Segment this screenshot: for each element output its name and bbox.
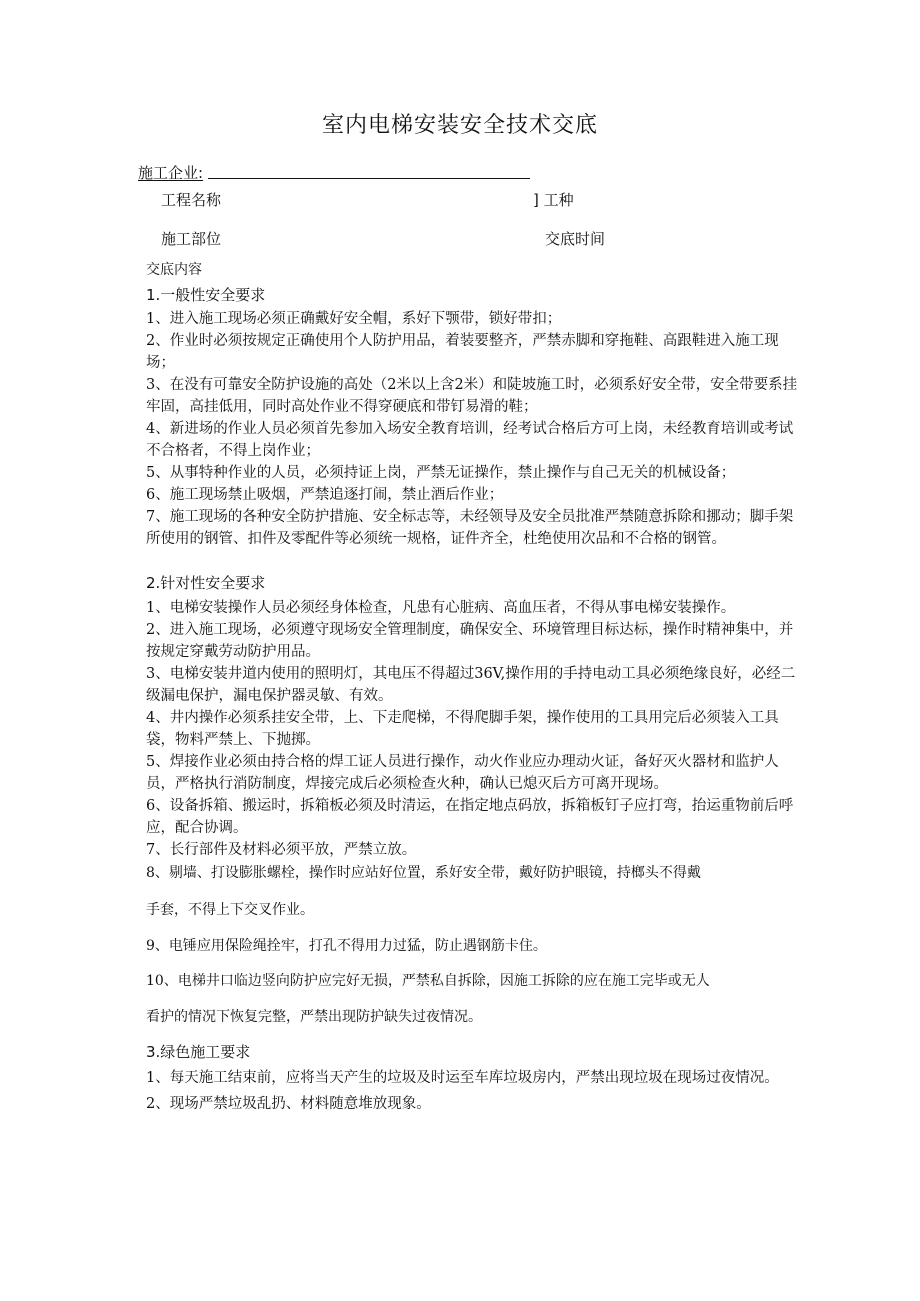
list-item-continuation: 看护的情况下恢复完整，严禁出现防护缺失过夜情况。: [146, 1009, 482, 1025]
list-item: 3、在没有可靠安全防护设施的高处（2米以上含2米）和陡坡施工时，必须系好安全带，安全带要系挂牢固，高挂低用，同时高处作业不得穿硬底和带钉易滑的鞋；: [146, 377, 798, 415]
list-item: 5、焊接作业必须由持合格的焊工证人员进行操作，动火作业应办理动火证，备好灭火器材和监护人员，严格执行消防制度，焊接完成后必须检查火种，确认已熄灭后方可离开现场。: [146, 754, 779, 792]
company-label: 施工企业:: [138, 164, 204, 182]
trade-label: ] 工种: [533, 191, 574, 209]
company-fill-line: [208, 178, 530, 179]
list-item: 9、电锤应用保险绳拴牢，打孔不得用力过猛，防止遇钢筋卡住。: [146, 938, 547, 954]
section-heading: 3.绿色施工要求: [146, 1043, 251, 1061]
list-item: 6、设备拆箱、搬运时，拆箱板必须及时清运，在指定地点码放，拆箱板钉子应打弯，抬运重物前后呼应，配合协调。: [146, 798, 794, 836]
list-item: 6、施工现场禁止吸烟，严禁追逐打闹，禁止酒后作业；: [146, 487, 504, 503]
list-item: 5、从事特种作业的人员，必须持证上岗，严禁无证操作，禁止操作与自己无关的机械设备；: [146, 465, 736, 481]
list-item: 2、现场严禁垃圾乱扔、材料随意堆放现象。: [146, 1096, 431, 1112]
section-heading: 2.针对性安全要求: [146, 574, 266, 592]
project-name-label: 工程名称: [161, 191, 222, 209]
time-label: 交底时间: [545, 230, 606, 248]
list-item: 1、电梯安装操作人员必须经身体检查，凡患有心脏病、高血压者，不得从事电梯安装操作。: [146, 600, 736, 616]
list-item-continuation: 手套，不得上下交叉作业。: [146, 902, 314, 918]
document-title: 室内电梯安装安全技术交底: [321, 113, 598, 138]
section-heading: 1.一般性安全要求: [146, 286, 266, 304]
content-label: 交底内容: [146, 262, 202, 278]
list-item: 1、每天施工结束前，应将当天产生的垃圾及时运至车库垃圾房内，严禁出现垃圾在现场过夜情况。: [146, 1070, 779, 1086]
section-body: [146, 597, 806, 861]
list-item: 10、电梯井口临边竖向防护应完好无损，严禁私自拆除，因施工拆除的应在施工完毕或无人: [146, 973, 710, 989]
section-body: [146, 308, 806, 550]
list-item: 3、电梯安装井道内使用的照明灯，其电压不得超过36V,操作用的手持电动工具必须绝缘良好，必经二级漏电保护，漏电保护器灵敏、有效。: [146, 666, 796, 704]
section-body: [146, 1067, 806, 1115]
list-item: 4、井内操作必须系挂安全带，上、下走爬梯，不得爬脚手架，操作使用的工具用完后必须装入工具袋，物料严禁上、下抛掷。: [146, 710, 779, 748]
list-item: 2、进入施工现场，必须遵守现场安全管理制度，确保安全、环境管理目标达标，操作时精神集中，并按规定穿戴劳动防护用品。: [146, 622, 794, 660]
list-item: 2、作业时必须按规定正确使用个人防护用品，着装要整齐，严禁赤脚和穿拖鞋、高跟鞋进入施工现场；: [146, 333, 779, 371]
list-item: 8、剔墙、打设膨胀螺栓，操作时应站好位置，系好安全带，戴好防护眼镜，持榔头不得戴: [146, 865, 701, 881]
list-item: 7、长行部件及材料必须平放，严禁立放。: [146, 842, 417, 858]
list-item: 4、新进场的作业人员必须首先参加入场安全教育培训，经考试合格后方可上岗，未经教育培训或考试不合格者，不得上岗作业；: [146, 421, 794, 459]
location-label: 施工部位: [161, 230, 222, 248]
list-item: 7、施工现场的各种安全防护措施、安全标志等，未经领导及安全员批准严禁随意拆除和挪动；脚手架所使用的钢管、扣件及零配件等必须统一规格，证件齐全，杜绝使用次品和不合格的钢管。: [146, 509, 794, 547]
list-item: 1、进入施工现场必须正确戴好安全帽，系好下颚带，锁好带扣；: [146, 311, 562, 327]
